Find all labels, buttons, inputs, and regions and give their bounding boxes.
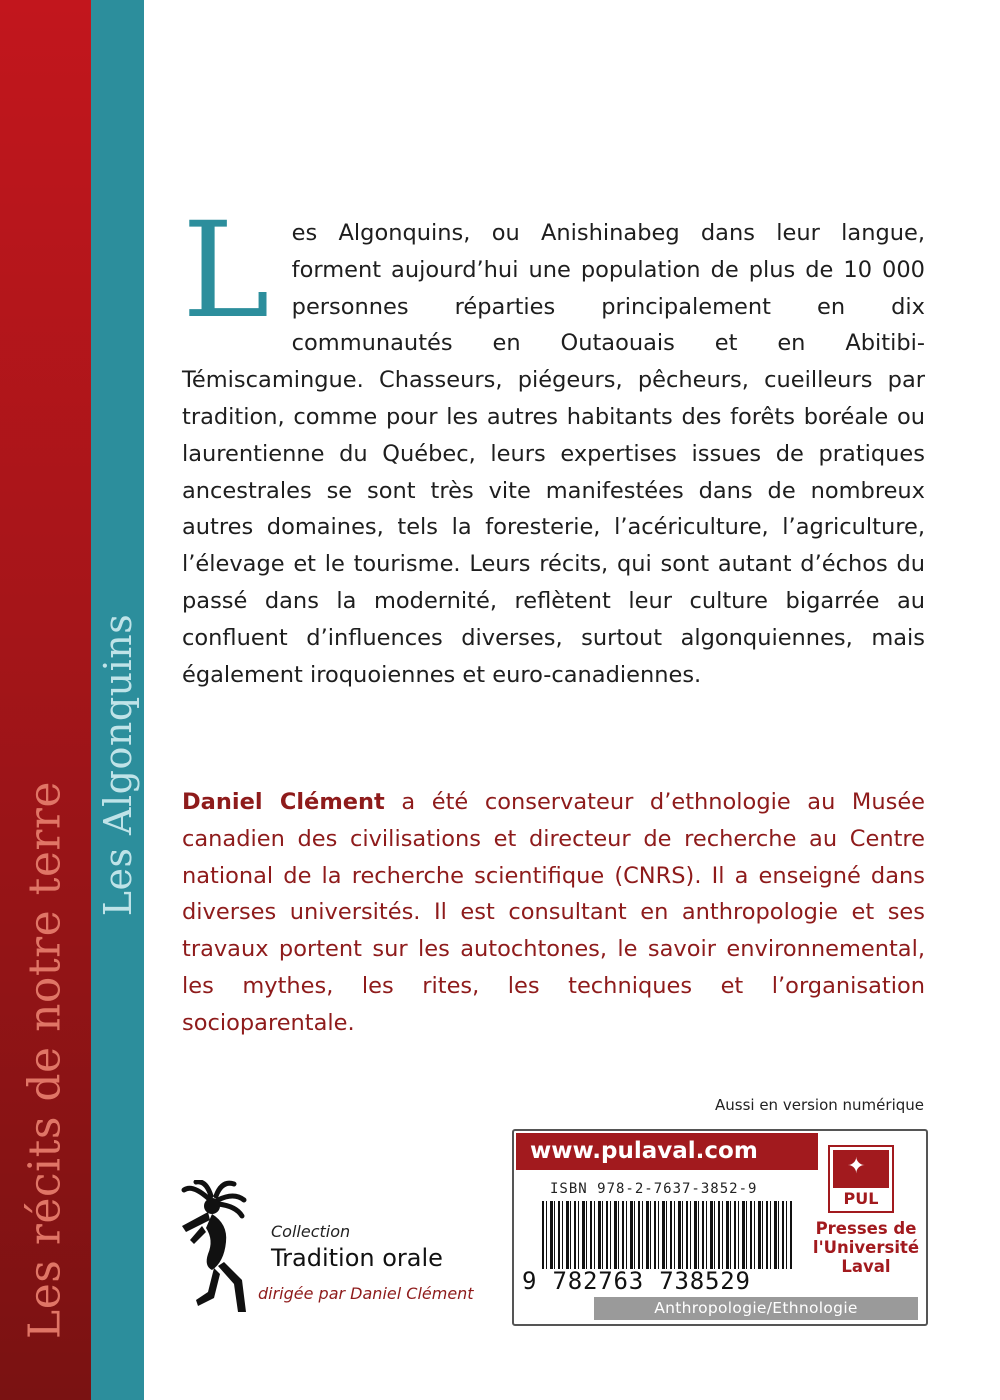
publisher-name: Presses de l'Université Laval	[812, 1219, 920, 1276]
barcode-number: 9 782763 738529	[522, 1267, 751, 1295]
pul-logo-label: PUL	[843, 1189, 879, 1208]
publisher-website: www.pulaval.com	[516, 1133, 818, 1170]
collection-label: Collection	[271, 1222, 351, 1241]
kokopelli-icon	[178, 1180, 264, 1320]
author-bio	[182, 784, 925, 1042]
spine-book-title: Les Algonquins	[96, 613, 140, 917]
author-name: Daniel Clément	[182, 789, 385, 815]
book-summary	[182, 194, 925, 693]
publisher-panel	[512, 1129, 928, 1326]
drop-cap: L	[182, 194, 270, 348]
bio-text: a été conservateur d’ethnologie au Musée canadien des civilisations et directeur de recherche au Centre national de la recherche scientifique (CNRS). Il a enseigné dans diverses universités. Il est consultant en anthropologie et ses travaux portent sur les autochtones, le savoir environnemental, les mythes, les rites, les techniques et l’organisation socioparentale.	[182, 789, 926, 1036]
summary-text: es Algonquins, ou Anishinabeg dans leur langue, forment aujourd’hui une population de plus de 10 000 personnes réparties principalement en dix communautés en Outaouais et en Abitibi-Témiscamingue. Chasseurs, piégeurs, pêcheurs, cueilleurs par tradition, comme pour les autres habitants des forêts boréale ou laurentienne du Québec, leurs expertises issues de pratiques ancestrales se sont très vite manifestées dans de nombreux autres domaines, tels la foresterie, l’acériculture, l’agriculture, l’élevage et le tourisme. Leurs récits, qui sont autant d’échos du passé dans la modernité, reflètent leur culture bigarrée au confluent d’influences diverses, surtout algonquiennes, mais également iroquoiennes et euro-canadiennes.	[182, 220, 925, 688]
spine-series-title: Les récits de notre terre	[19, 781, 71, 1339]
book-icon: ✦	[833, 1150, 889, 1188]
isbn-text: ISBN 978-2-7637-3852-9	[550, 1181, 758, 1197]
discipline-label: Anthropologie/Ethnologie	[594, 1297, 918, 1320]
pul-logo	[828, 1145, 894, 1213]
collection-editor: dirigée par Daniel Clément	[258, 1284, 474, 1303]
digital-version-note: Aussi en version numérique	[715, 1096, 924, 1114]
collection-name: Tradition orale	[271, 1244, 443, 1272]
barcode	[542, 1201, 792, 1269]
